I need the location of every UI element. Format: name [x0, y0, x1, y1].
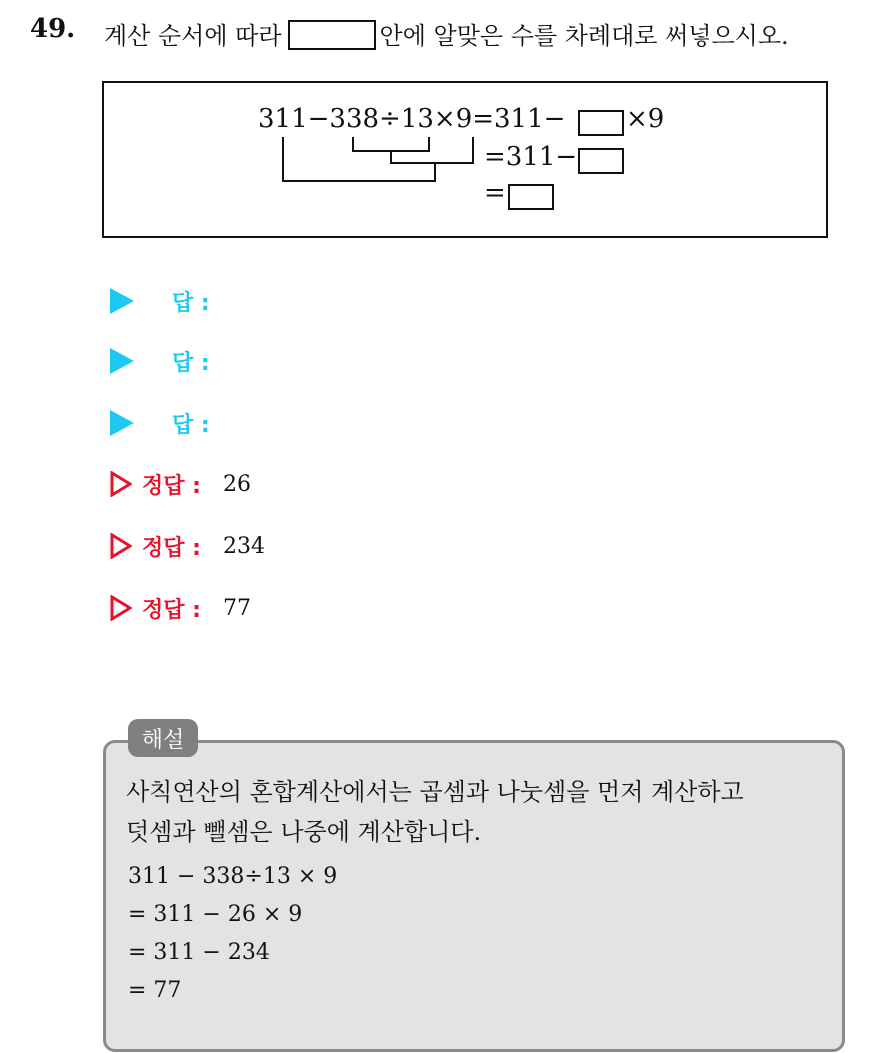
correct-answer-row-3 [110, 588, 251, 628]
expression-line-1-right: ×9 [626, 104, 665, 134]
answer-label: 답 : [172, 290, 210, 316]
triangle-marker-icon [110, 288, 134, 314]
correct-answer-row-2 [110, 526, 265, 566]
correct-answer-row-1 [110, 464, 251, 504]
expression-line-1-left: 311−338÷13×9=311− [258, 104, 566, 134]
triangle-outline-icon [110, 471, 132, 497]
explanation-line-1: 사칙연산의 혼합계산에서는 곱셈과 나눗셈을 먼저 계산하고 [126, 778, 744, 806]
question-text [104, 16, 789, 51]
triangle-marker-icon [110, 348, 134, 374]
correct-answer-value: 234 [222, 533, 265, 559]
explanation-step-1: 311 − 338÷13 × 9 [128, 864, 338, 889]
correct-answer-value: 77 [222, 595, 251, 621]
explanation-tag: 해설 [128, 719, 198, 757]
expression-line-2: =311− [484, 142, 578, 172]
answer-row-2 [110, 341, 210, 381]
answer-row-3 [110, 403, 210, 443]
explanation-step-4: = 77 [128, 978, 182, 1003]
answer-label: 답 : [172, 350, 210, 376]
question-text-before: 계산 순서에 따라 [104, 22, 282, 50]
explanation-step-2: = 311 − 26 × 9 [128, 902, 303, 927]
explanation-line-2: 덧셈과 뺄셈은 나중에 계산합니다. [126, 818, 482, 846]
explanation-step-3: = 311 − 234 [128, 940, 270, 965]
correct-answer-value: 26 [222, 471, 251, 497]
question-number: 49. [30, 14, 76, 44]
triangle-marker-icon [110, 410, 134, 436]
answer-box-3[interactable] [508, 184, 554, 210]
correct-answer-label: 정답 : [142, 597, 201, 623]
expression-line-1 [258, 104, 565, 134]
question-text-after: 안에 알맞은 수를 차례대로 써넣으시오. [379, 22, 789, 50]
correct-answer-label: 정답 : [142, 535, 201, 561]
expression-line-3: = [484, 178, 506, 208]
answer-row-1 [110, 281, 210, 321]
correct-answer-label: 정답 : [142, 473, 201, 499]
explanation-text [126, 772, 744, 852]
triangle-outline-icon [110, 595, 132, 621]
answer-box-2[interactable] [578, 148, 624, 174]
triangle-outline-icon [110, 533, 132, 559]
question-blank-box [288, 20, 376, 50]
answer-box-1[interactable] [578, 110, 624, 136]
answer-label: 답 : [172, 412, 210, 438]
